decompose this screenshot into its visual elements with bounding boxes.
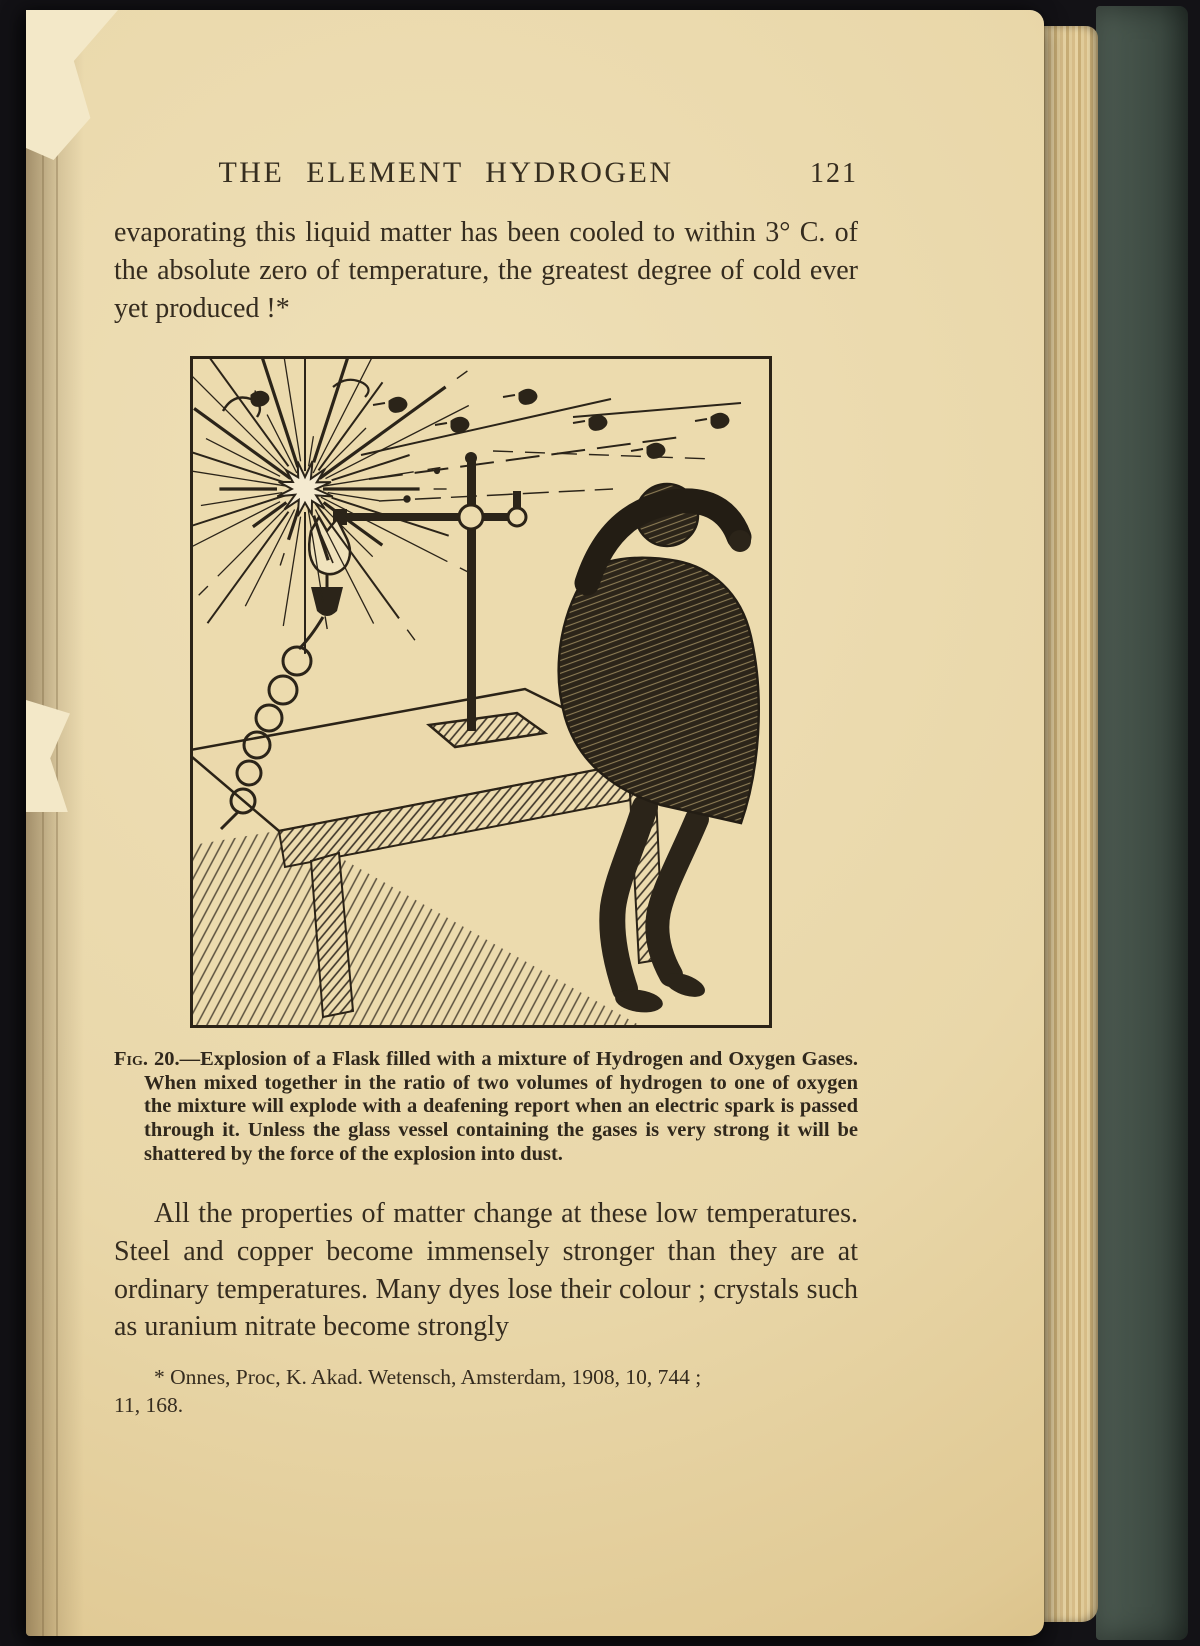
paragraph-body: All the properties of matter change at these low temperatures. Steel and copper become immensely stronger than they are at ordinary temperatures. Many dyes lose their colour ; crystals such as uranium nitrate become strongly: [114, 1197, 858, 1343]
figure-caption-text: —Explosion of a Flask filled with a mixture of Hydrogen and Oxygen Gases. When mixed together in the ratio of two volumes of hydrogen to one of oxygen the mixture will explode with a deafening report when an electric spark is passed through it. Unless the glass vessel containing the gases is very strong it will be shattered by the force of the explosion into dust.: [144, 1047, 858, 1165]
figure-illustration: [193, 359, 769, 1025]
page-content: [114, 156, 858, 1420]
book-cover: [1096, 6, 1188, 1640]
footnote-line-2: 11, 168.: [114, 1393, 184, 1418]
binding-crease: [56, 10, 58, 1636]
book-page: [26, 10, 1044, 1636]
figure-caption: [114, 1048, 858, 1167]
footnote-line-1: * Onnes, Proc, K. Akad. Wetensch, Amsterdam, 1908, 10, 744 ;: [154, 1365, 702, 1390]
binding-shadow: [26, 10, 84, 1636]
footnote: [114, 1364, 858, 1420]
man-hand: [729, 530, 751, 552]
running-head: [114, 156, 858, 198]
page-title: THE ELEMENT HYDROGEN: [218, 156, 674, 189]
figure-box: [190, 356, 772, 1028]
torn-page-edge: [26, 10, 118, 160]
figure-caption-label: Fig. 20.: [114, 1047, 180, 1070]
page-number: 121: [810, 158, 858, 189]
paragraph-intro: evaporating this liquid matter has been cooled to within 3° C. of the absolute zero of temperature, the greatest degree of cold ever yet produced !*: [114, 217, 858, 324]
binding-crease: [42, 10, 44, 1636]
page-edges: [1036, 26, 1098, 1622]
